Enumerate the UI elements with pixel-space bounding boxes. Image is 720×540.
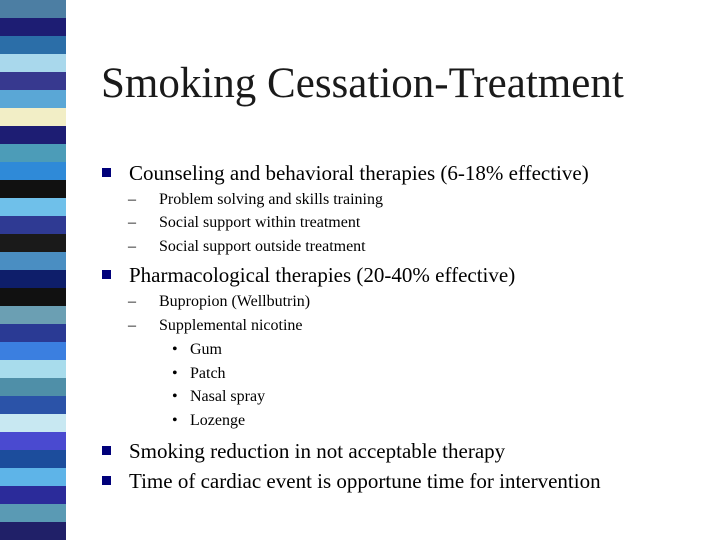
bullet-level-1 bbox=[129, 468, 601, 494]
stripe-segment bbox=[0, 54, 66, 72]
bullet-text: Social support outside treatment bbox=[159, 238, 366, 255]
bullet-text: Counseling and behavioral therapies (6-18% effective) bbox=[129, 161, 589, 185]
stripe-segment bbox=[0, 72, 66, 90]
dot-bullet-icon: • bbox=[172, 388, 178, 405]
stripe-segment bbox=[0, 360, 66, 378]
bullet-level-3 bbox=[172, 364, 226, 384]
bullet-text: Gum bbox=[190, 341, 222, 358]
bullet-level-3 bbox=[172, 340, 222, 360]
bullet-text: Bupropion (Wellbutrin) bbox=[159, 293, 311, 310]
stripe-segment bbox=[0, 450, 66, 468]
stripe-segment bbox=[0, 378, 66, 396]
stripe-segment bbox=[0, 486, 66, 504]
bullet-text: Supplemental nicotine bbox=[159, 317, 303, 334]
stripe-segment bbox=[0, 216, 66, 234]
bullet-text: Problem solving and skills training bbox=[159, 191, 383, 208]
stripe-segment bbox=[0, 18, 66, 36]
bullet-level-1 bbox=[129, 438, 505, 464]
bullet-level-1 bbox=[129, 160, 589, 186]
bullet-level-3 bbox=[172, 411, 246, 431]
bullet-text: Lozenge bbox=[190, 412, 246, 429]
dash-bullet-icon: – bbox=[128, 214, 136, 231]
stripe-segment bbox=[0, 306, 66, 324]
square-bullet-icon bbox=[102, 446, 111, 455]
square-bullet-icon bbox=[102, 476, 111, 485]
stripe-segment bbox=[0, 414, 66, 432]
stripe-segment bbox=[0, 90, 66, 108]
stripe-segment bbox=[0, 126, 66, 144]
bullet-text: Time of cardiac event is opportune time for intervention bbox=[129, 469, 601, 493]
bullet-level-2 bbox=[128, 316, 303, 336]
stripe-segment bbox=[0, 504, 66, 522]
dash-bullet-icon: – bbox=[128, 191, 136, 208]
stripe-segment bbox=[0, 36, 66, 54]
square-bullet-icon bbox=[102, 168, 111, 177]
bullet-level-2 bbox=[128, 292, 311, 312]
dash-bullet-icon: – bbox=[128, 317, 136, 334]
stripe-segment bbox=[0, 270, 66, 288]
square-bullet-icon bbox=[102, 270, 111, 279]
dot-bullet-icon: • bbox=[172, 365, 178, 382]
dash-bullet-icon: – bbox=[128, 293, 136, 310]
stripe-segment bbox=[0, 396, 66, 414]
slide-title: Smoking Cessation-Treatment bbox=[101, 60, 624, 107]
stripe-segment bbox=[0, 162, 66, 180]
stripe-segment bbox=[0, 252, 66, 270]
bullet-text: Pharmacological therapies (20-40% effective) bbox=[129, 263, 516, 287]
bullet-level-3 bbox=[172, 387, 266, 407]
stripe-segment bbox=[0, 432, 66, 450]
bullet-text: Patch bbox=[190, 365, 226, 382]
stripe-segment bbox=[0, 468, 66, 486]
dot-bullet-icon: • bbox=[172, 412, 178, 429]
bullet-text: Smoking reduction in not acceptable therapy bbox=[129, 439, 506, 463]
decorative-color-stripe bbox=[0, 0, 66, 540]
bullet-text: Nasal spray bbox=[190, 388, 266, 405]
bullet-level-2 bbox=[128, 190, 383, 210]
stripe-segment bbox=[0, 342, 66, 360]
stripe-segment bbox=[0, 198, 66, 216]
stripe-segment bbox=[0, 324, 66, 342]
stripe-segment bbox=[0, 522, 66, 540]
stripe-segment bbox=[0, 234, 66, 252]
bullet-level-2 bbox=[128, 237, 366, 257]
stripe-segment bbox=[0, 144, 66, 162]
stripe-segment bbox=[0, 108, 66, 126]
stripe-segment bbox=[0, 180, 66, 198]
bullet-level-2 bbox=[128, 213, 361, 233]
stripe-segment bbox=[0, 288, 66, 306]
dot-bullet-icon: • bbox=[172, 341, 178, 358]
dash-bullet-icon: – bbox=[128, 238, 136, 255]
bullet-level-1 bbox=[129, 262, 515, 288]
bullet-text: Social support within treatment bbox=[159, 214, 361, 231]
stripe-segment bbox=[0, 0, 66, 18]
